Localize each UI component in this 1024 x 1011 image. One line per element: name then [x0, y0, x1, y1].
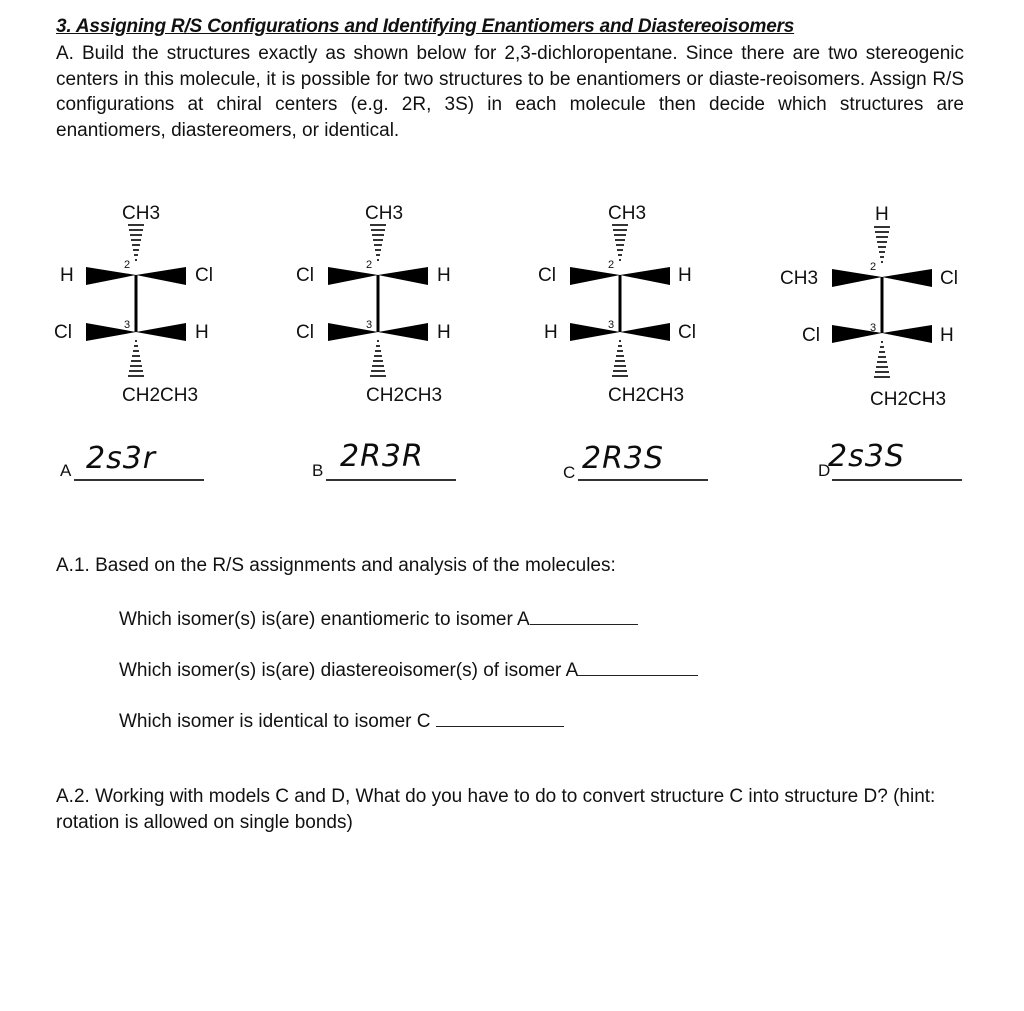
top-substituent: H: [875, 204, 889, 225]
structure-letter: A: [60, 461, 72, 480]
structure-a: [50, 195, 290, 495]
question-text: Which isomer(s) is(are) diastereoisomer(s) of isomer A: [119, 660, 579, 681]
bottom-substituent: CH2CH3: [366, 385, 443, 406]
c2-left-substituent: CH3: [780, 268, 819, 289]
answer-line: [74, 479, 204, 481]
question-text: Which isomer is identical to isomer C: [119, 711, 431, 732]
a2-question: A.2. Working with models C and D, What do you have to do to convert structure C into structure D? (hint: rotation is allowed on single bonds): [56, 786, 936, 833]
c2-left-substituent: H: [60, 265, 74, 286]
top-substituent: CH3: [365, 203, 404, 224]
structure-letter: B: [312, 461, 324, 480]
question-diastereoisomer: [119, 657, 698, 682]
carbon-3-label: 3: [870, 322, 877, 334]
answer-blank[interactable]: [436, 708, 564, 727]
c3-left-substituent: Cl: [296, 322, 314, 343]
question-enantiomer: [119, 606, 638, 631]
top-substituent: CH3: [608, 203, 647, 224]
c2-left-substituent: Cl: [296, 265, 314, 286]
question-text: Which isomer(s) is(are) enantiomeric to isomer A: [119, 609, 530, 630]
carbon-2-label: 2: [124, 259, 131, 271]
answer-line: [326, 479, 456, 481]
c3-left-substituent: Cl: [802, 325, 820, 346]
a1-title: A.1. Based on the R/S assignments and analysis of the molecules:: [56, 555, 616, 576]
handwritten-answer[interactable]: 2s3S: [828, 439, 905, 474]
structure-c: [530, 195, 770, 495]
instructions-paragraph: A. Build the structures exactly as shown below for 2,3-dichloropentane. Since there are two stereogenic centers in this molecule, it is possible for two structures to be enantiomers or diaste-reoisomers. Assign R/S configurations at chiral centers (e.g. 2R, 3S) in each molecule then decide which structures are enantiomers, diastereomers, or identical.: [56, 43, 964, 141]
question-identical: [119, 708, 564, 733]
structure-b: [290, 195, 530, 495]
structure-letter: D: [818, 461, 831, 480]
carbon-2-label: 2: [870, 261, 877, 273]
c2-right-substituent: H: [678, 265, 692, 286]
top-substituent: CH3: [122, 203, 161, 224]
bottom-substituent: CH2CH3: [122, 385, 199, 406]
carbon-3-label: 3: [124, 319, 131, 331]
handwritten-answer[interactable]: 2R3R: [340, 439, 424, 474]
c2-left-substituent: Cl: [538, 265, 556, 286]
handwritten-answer[interactable]: 2R3S: [582, 441, 665, 476]
carbon-2-label: 2: [366, 259, 373, 271]
answer-blank[interactable]: [530, 606, 638, 625]
carbon-3-label: 3: [366, 319, 373, 331]
answer-line: [578, 479, 708, 481]
bottom-substituent: CH2CH3: [608, 385, 685, 406]
handwritten-answer[interactable]: 2s3r: [86, 441, 157, 476]
c2-right-substituent: Cl: [195, 265, 213, 286]
c3-right-substituent: H: [437, 322, 451, 343]
c3-right-substituent: Cl: [678, 322, 696, 343]
structure-letter: C: [563, 463, 576, 482]
structure-d: [772, 195, 1024, 495]
answer-blank[interactable]: [578, 657, 698, 676]
c2-right-substituent: Cl: [940, 268, 958, 289]
c3-right-substituent: H: [195, 322, 209, 343]
carbon-3-label: 3: [608, 319, 615, 331]
answer-line: [832, 479, 962, 481]
carbon-2-label: 2: [608, 259, 615, 271]
section-heading: 3. Assigning R/S Configurations and Identifying Enantiomers and Diastereoisomers: [56, 16, 795, 37]
bottom-substituent: CH2CH3: [870, 389, 947, 410]
c2-right-substituent: H: [437, 265, 451, 286]
c3-left-substituent: Cl: [54, 322, 72, 343]
c3-left-substituent: H: [544, 322, 558, 343]
c3-right-substituent: H: [940, 325, 954, 346]
